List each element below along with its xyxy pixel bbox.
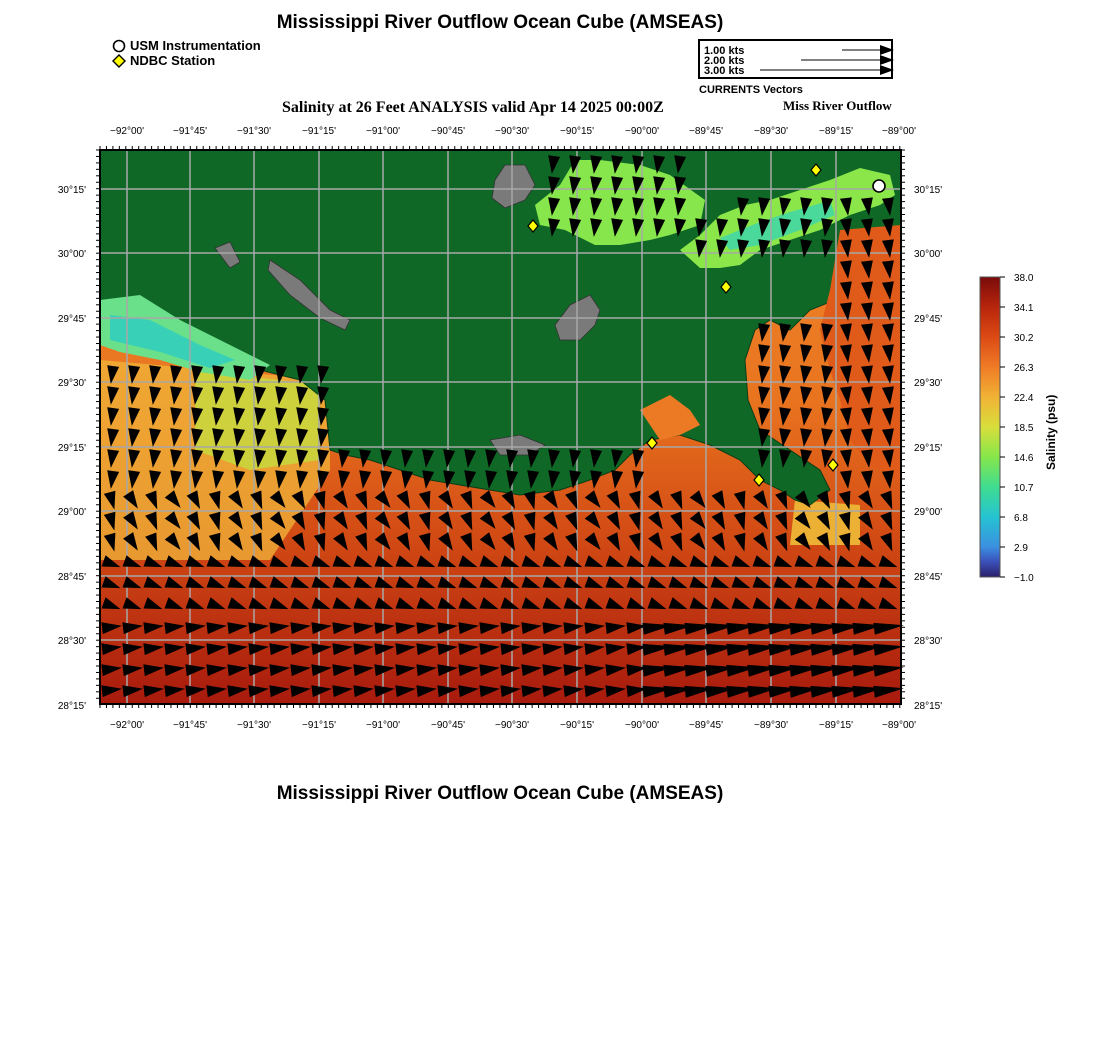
lon-tick-label: −92°00' [110,126,144,137]
lon-tick-label: −90°45' [431,720,465,731]
colorbar-tick-label: 30.2 [1014,333,1034,344]
legend-ndbc-label: NDBC Station [130,53,216,68]
map-subtitle: Salinity at 26 Feet ANALYSIS valid Apr 14 2025 00:00Z [282,99,664,116]
map-title: Mississippi River Outflow Ocean Cube (AMSEAS) [276,12,724,33]
lat-labels-left [58,185,86,712]
colorbar-tick-label: 26.3 [1014,363,1034,374]
lat-tick-label: 29°30' [914,378,943,389]
legend-usm-label: USM Instrumentation [130,38,261,53]
lon-labels-bottom [110,720,916,731]
lon-tick-label: −90°00' [625,720,659,731]
lat-tick-label: 30°15' [914,185,943,196]
lat-tick-label: 28°45' [57,572,86,583]
lon-tick-label: −90°30' [495,720,529,731]
colorbar-tick-label: 10.7 [1014,483,1034,494]
lon-tick-label: −89°00' [882,720,916,731]
region-label: Miss River Outflow [783,98,892,113]
lat-tick-label: 29°30' [57,378,86,389]
lon-tick-label: −89°30' [754,126,788,137]
vector-key-label: 2.00 kts [704,55,745,67]
lat-tick-label: 29°00' [57,507,86,518]
lon-tick-label: −90°30' [495,126,529,137]
lon-tick-label: −91°30' [237,126,271,137]
lat-tick-label: 29°45' [914,314,943,325]
lon-tick-label: −91°30' [237,720,271,731]
colorbar-tick-label: 6.8 [1014,513,1028,524]
lon-tick-label: −91°15' [302,720,336,731]
lon-tick-label: −89°45' [689,126,723,137]
lon-labels-top [110,126,916,137]
lat-tick-label: 29°45' [57,314,86,325]
lon-tick-label: −89°30' [754,720,788,731]
colorbar [980,273,1058,584]
vector-key-label: 1.00 kts [704,45,745,57]
lon-tick-label: −91°00' [366,126,400,137]
lat-tick-label: 29°15' [57,443,86,454]
colorbar-tick-label: 2.9 [1014,543,1028,554]
lon-tick-label: −90°45' [431,126,465,137]
lon-tick-label: −89°00' [882,126,916,137]
vector-key-label: 3.00 kts [704,65,745,77]
usm-station-icon [873,180,885,192]
lat-tick-label: 29°15' [914,443,943,454]
lon-tick-label: −91°45' [173,720,207,731]
lat-tick-label: 30°00' [914,249,943,260]
lat-tick-label: 30°15' [57,185,86,196]
lon-tick-label: −91°45' [173,126,207,137]
colorbar-ramp [980,277,1000,577]
colorbar-tick-label: 38.0 [1014,273,1034,284]
lon-tick-label: −92°00' [110,720,144,731]
vector-key-caption: CURRENTS Vectors [699,84,803,96]
lon-tick-label: −89°15' [819,720,853,731]
lat-tick-label: 29°00' [914,507,943,518]
colorbar-tick-label: −1.0 [1014,573,1034,584]
colorbar-tick-label: 14.6 [1014,453,1034,464]
lat-tick-label: 28°15' [914,701,943,712]
lon-tick-label: −90°00' [625,126,659,137]
lat-labels-right [914,185,942,712]
colorbar-tick-label: 34.1 [1014,303,1034,314]
lat-tick-label: 30°00' [57,249,86,260]
lat-tick-label: 28°30' [57,636,86,647]
colorbar-tick-label: 18.5 [1014,423,1034,434]
lon-tick-label: −89°15' [819,126,853,137]
lat-tick-label: 28°30' [914,636,943,647]
lon-tick-label: −91°15' [302,126,336,137]
lon-tick-label: −90°15' [560,126,594,137]
lon-tick-label: −90°15' [560,720,594,731]
colorbar-tick-label: 22.4 [1014,393,1034,404]
map-title-repeat: Mississippi River Outflow Ocean Cube (AMSEAS) [276,783,724,804]
lat-tick-label: 28°45' [914,572,943,583]
lat-tick-label: 28°15' [57,701,86,712]
lon-tick-label: −91°00' [366,720,400,731]
colorbar-title: Salinity (psu) [1044,394,1058,470]
lon-tick-label: −89°45' [689,720,723,731]
